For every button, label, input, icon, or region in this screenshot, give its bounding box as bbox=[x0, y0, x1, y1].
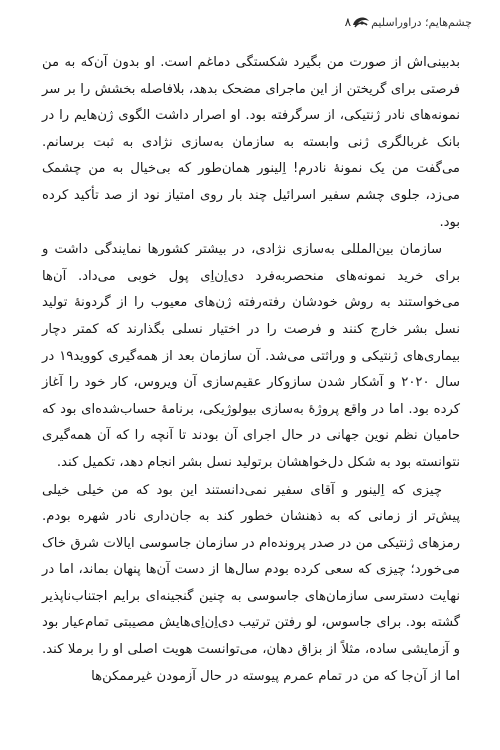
paragraph-3: چیزی که اِلینور و آقای سفیر نمی‌دانستند این بود که من خیلی خیلی پیش‌تر از زمانی که به ذهنشان خطور کند به جان‌داری نادر شهره بودم. رمزهای ژنتیکی من در صدر پرونده‌ام در سازمان جاسوسی ایالات شرق خاک می‌خورد؛ چیزی که سعی کرده بودم سال‌ها از دست آن‌ها پنهان بماند، اما در نهایت دسترسی سازمان‌های جاسوسی به چنین گنجینه‌ای برایم اجتناب‌ناپذیر گشته بود. برای جاسوس، لو رفتن ترتیب دی‌اِن‌اِی‌هایش مصیبتی تمام‌عیار بود و آزمایشی ساده، مثلاً از بزاق دهان، می‌توانست هویت اصلی او را برملا کند. اما از آن‌جا که من در تمام عمرم پیوسته در حال آزمودن غیرممکن‌ها bbox=[42, 482, 460, 684]
running-title: چشم‌هایم؛ دراوراسلیم bbox=[371, 15, 472, 29]
page-number: ۸ bbox=[344, 15, 352, 29]
page-header bbox=[339, 10, 478, 34]
paragraph-1: بدبینی‌اش از صورت من بگیرد شکستگی دماغم است. او بدون آن‌که به من فرصتی برای گریختن از این ماجرای مضحک بدهد، بلافاصله بخشش را بر سر نمونه‌های نادر ژنتیکی، از سرگرفته بود. او اصرار داشت الگوی ژن‌هایم را در بانک غربالگری ژنی وابسته به سازمان به‌سازی نژادی به ثبت برسانم. می‌گفت من یک نمونهٔ نادرم! اِلینور همان‌طور که بی‌خیال به من چشمک می‌زد، جلوی چشم سفیر اسرائیل چند بار روی امتیاز نود از صد تأکید کرده بود. bbox=[42, 55, 460, 230]
paragraph-2: سازمان بین‌المللی به‌سازی نژادی، در بیشتر کشورها نمایندگی داشت و برای خرید نمونه‌های منحصربه‌فرد دی‌اِن‌اِی پول خوبی می‌داد. آن‌ها می‌خواستند به روش خودشان رفته‌رفته ژن‌های معیوب را از گردونهٔ تولید نسل بشر خارج کنند و فرصت را در اختیار نسلی بگذارند که کمتر دچار بیماری‌های ژنتیکی و وراثتی می‌شد. آن سازمان بعد از همه‌گیری کووید۱۹ در سال ۲۰۲۰ و آشکار شدن سازوکار عقیم‌سازی آن ویروس، کار خود را آغاز کرده بود. اما در واقع پروژهٔ به‌سازی بیولوژیکی، برنامهٔ حساب‌شده‌ای بود که حامیان نظم نوین جهانی در حال اجرای آن بودند تا آنچه را که آن همه‌گیری نتوانسته بود به شکل دل‌خواهشان برتولید نسل بشر انجام دهد، تکمیل کند. bbox=[42, 242, 460, 470]
page-body bbox=[42, 50, 460, 740]
publisher-logo-icon bbox=[351, 13, 371, 31]
